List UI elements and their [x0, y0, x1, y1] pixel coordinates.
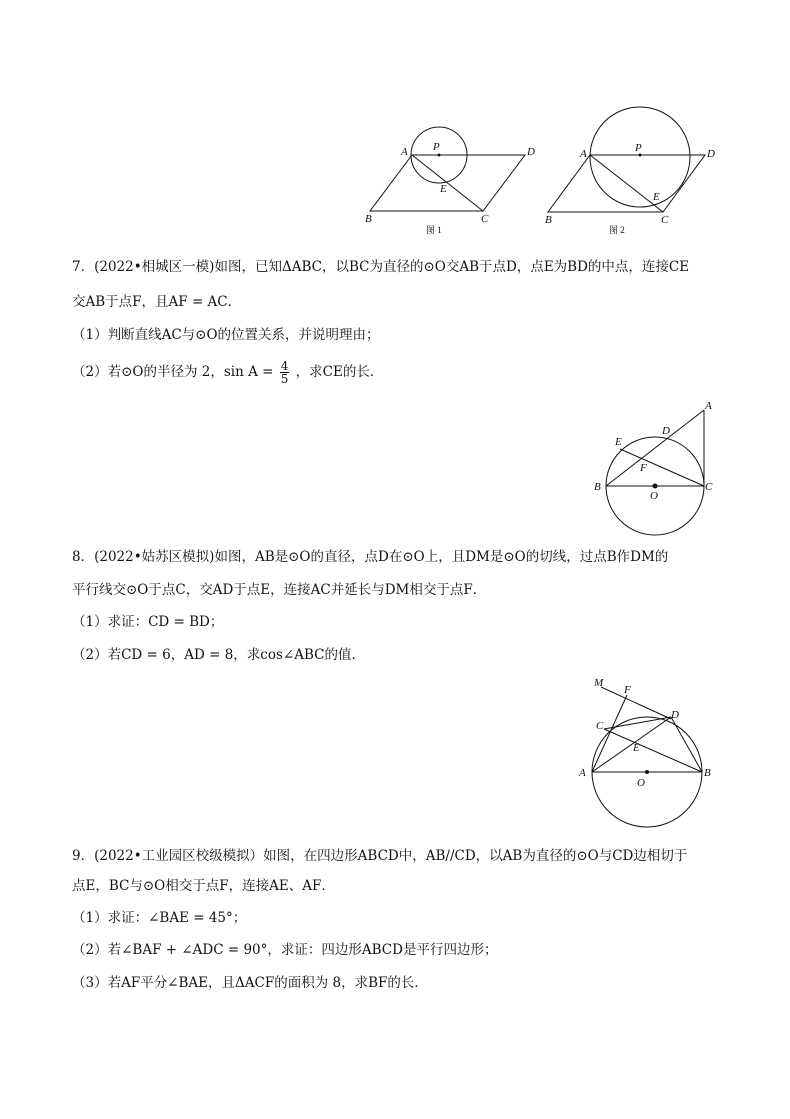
- problem-7-line-1: 7．(2022•相城区一模)如图，已知ΔABC，以BC为直径的⊙O交AB于点D，点E为BD的中点，连接CE: [72, 259, 690, 275]
- problem-7-line-2: 交AB于点F，且AF = AC．: [72, 294, 242, 310]
- q2-after: ，求CE的长．: [295, 364, 384, 380]
- problem-8-question-1: （1）求证：CD = BD；: [72, 614, 224, 630]
- label-c: C: [705, 481, 713, 493]
- problem-7-question-1: （1）判断直线AC与⊙O的位置关系，并说明理由；: [72, 327, 380, 343]
- problem-8-question-2: （2）若CD = 6，AD = 8，求cos∠ABC的值．: [72, 647, 365, 663]
- segment-af: [592, 695, 627, 772]
- label-b: B: [545, 214, 552, 226]
- figure-1: [360, 118, 540, 238]
- label-m: M: [594, 677, 604, 689]
- label-a: A: [705, 400, 712, 412]
- label-d: D: [707, 148, 715, 160]
- figure-2: [540, 100, 730, 240]
- problem-9-question-1: （1）求证：∠BAE = 45°；: [72, 910, 247, 926]
- figure-2-caption: 图 2: [609, 225, 625, 235]
- label-a: A: [401, 146, 408, 158]
- tangent-dm: [601, 687, 671, 719]
- fraction-4-5: [280, 360, 290, 385]
- label-f: F: [624, 684, 631, 696]
- label-f: F: [640, 462, 647, 474]
- label-e: E: [615, 436, 622, 448]
- label-e: E: [440, 183, 447, 195]
- label-c: C: [481, 213, 489, 225]
- label-e: E: [633, 742, 640, 754]
- segment-ba: [606, 410, 704, 486]
- label-a: A: [580, 148, 587, 160]
- label-p: P: [433, 141, 440, 153]
- label-b: B: [365, 213, 372, 225]
- problem-9-line-2: 点E，BC与⊙O相交于点F，连接AE、AF．: [72, 878, 335, 894]
- problem-8-line-1: 8．(2022•姑苏区模拟)如图，AB是⊙O的直径，点D在⊙O上，且DM是⊙O的切线，过点B作DM的: [72, 549, 669, 565]
- fraction-denominator: 5: [280, 372, 289, 386]
- segment-ac: [412, 155, 483, 211]
- q2-before: （2）若⊙O的半径为 2，sin A =: [72, 364, 274, 380]
- label-d: D: [527, 146, 535, 158]
- problem-9-question-2: （2）若∠BAF + ∠ADC = 90°，求证：四边形ABCD是平行四边形；: [72, 942, 498, 958]
- label-c: C: [596, 720, 604, 732]
- problem-9-question-3: （3）若AF平分∠BAE，且ΔACF的面积为 8，求BF的长．: [72, 975, 428, 991]
- label-p: P: [635, 142, 642, 154]
- label-b: B: [704, 767, 711, 779]
- figure-1-caption: 图 1: [426, 225, 442, 235]
- fraction-numerator: 4: [280, 359, 289, 373]
- label-a: A: [579, 767, 586, 779]
- problem-8-line-2: 平行线交⊙O于点C，交AD于点E，连接AC并延长与DM相交于点F．: [72, 582, 487, 598]
- problem-7-question-2: [72, 360, 383, 385]
- label-o: O: [637, 777, 645, 789]
- segment-ad: [592, 717, 671, 772]
- segment-db: [671, 717, 702, 772]
- circle-p2: [590, 107, 690, 207]
- segment-ce: [620, 449, 704, 486]
- label-b: B: [594, 481, 601, 493]
- label-d: D: [671, 709, 679, 721]
- figure-problem-7: [585, 395, 725, 540]
- label-o: O: [650, 490, 658, 502]
- label-c: C: [661, 214, 669, 226]
- label-e: E: [653, 191, 660, 203]
- figure-problem-8: [570, 672, 720, 832]
- segment-cb: [604, 729, 702, 772]
- problem-9-line-1: 9．(2022•工业园区校级模拟）如图，在四边形ABCD中，AB//CD，以AB为直径的⊙O与CD边相切于: [72, 848, 688, 864]
- segment-ac-2: [590, 155, 663, 212]
- label-d: D: [662, 425, 670, 437]
